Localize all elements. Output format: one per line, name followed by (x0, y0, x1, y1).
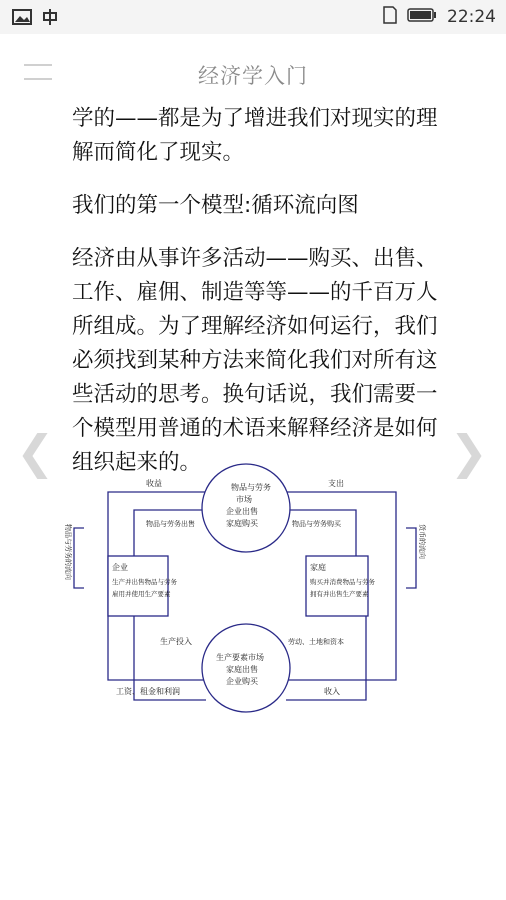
paragraph-2: 经济由从事许多活动——购买、出售、工作、雇佣、制造等等——的千百万人所组成。为了理解经济如何运行，我们必须找到某种方法来简化我们对所有这些活动的思考。换句话说，我们需要一个模型用普通的术语来解释经济是如何组织起来的。 (72, 246, 438, 475)
outer-flow-left-bottom (108, 618, 206, 680)
article-content (72, 102, 442, 499)
top-market-line-3: 企业出售 (226, 507, 258, 516)
status-bar (0, 0, 506, 34)
bottom-market-line-2: 家庭出售 (226, 665, 258, 674)
households-line-2: 购买并消费物品与劳务 (310, 578, 375, 586)
clock: 22:24 (447, 7, 496, 27)
page-title: 经济学入门 (198, 64, 308, 88)
left-flow-label: 物品与劳务的流向 (64, 524, 72, 580)
circular-flow-diagram (66, 468, 426, 718)
top-market-line-1: 物品与劳务 (231, 483, 271, 492)
next-page-icon[interactable]: ❯ (449, 425, 488, 479)
spending-label: 支出 (328, 479, 344, 488)
sim-icon (383, 6, 397, 28)
bottom-market-line-1: 生产要素市场 (216, 653, 264, 662)
bottom-market-line-3: 企业购买 (226, 677, 258, 686)
income-label: 收入 (324, 687, 340, 696)
production-input-label: 生产投入 (160, 637, 192, 646)
revenue-label: 收益 (146, 479, 162, 488)
wages-rent-profit-label: 工资、租金和利润 (116, 687, 180, 696)
battery-icon (407, 7, 437, 27)
top-market-line-4: 家庭购买 (226, 519, 258, 528)
signal-chinese-icon (42, 8, 58, 30)
paragraph-1: 学的——都是为了增进我们对现实的理解而简化了现实。 (72, 106, 438, 165)
firms-title: 企业 (112, 563, 128, 572)
left-flow-bracket (74, 528, 84, 588)
top-market-line-2: 市场 (236, 495, 252, 504)
outer-flow-right-bottom (286, 618, 396, 680)
goods-sold-label: 物品与劳务出售 (146, 520, 195, 528)
goods-bought-label: 物品与劳务购买 (292, 520, 341, 528)
households-line-3: 拥有并出售生产要素 (310, 590, 369, 598)
section-heading: 我们的第一个模型:循环流向图 (72, 193, 359, 218)
prev-page-icon[interactable]: ❮ (16, 425, 55, 479)
right-flow-label: 货币的流向 (418, 524, 426, 559)
households-title: 家庭 (310, 563, 326, 572)
right-flow-bracket (406, 528, 416, 588)
firms-line-2: 生产并出售物品与劳务 (112, 578, 177, 586)
firms-line-3: 雇用并使用生产要素 (112, 590, 171, 598)
labor-land-capital-label: 劳动、土地和资本 (288, 638, 344, 646)
image-icon (12, 9, 32, 29)
